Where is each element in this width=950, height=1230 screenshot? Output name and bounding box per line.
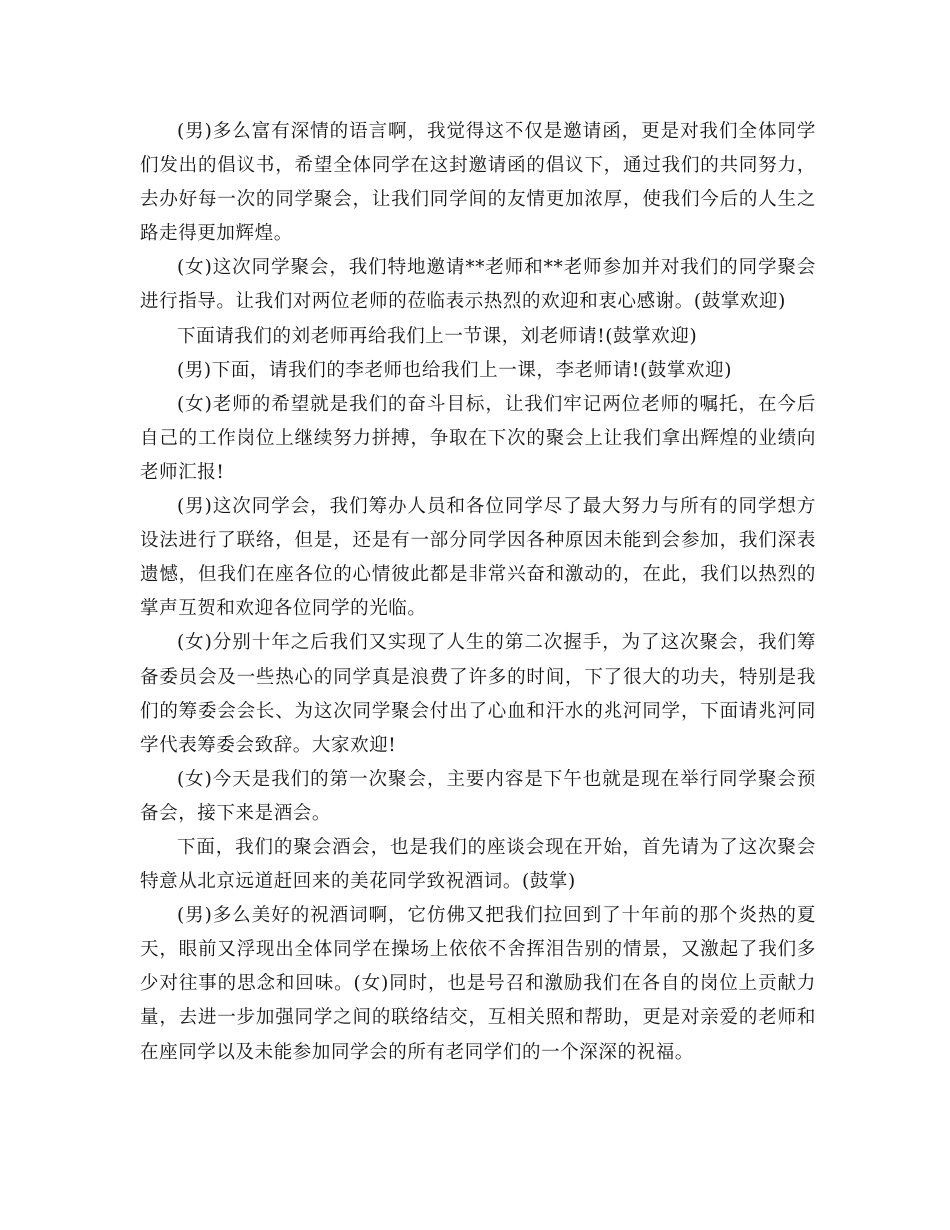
paragraph: (男)多么美好的祝酒词啊，它仿佛又把我们拉回到了十年前的那个炎热的夏天，眼前又浮现出全体同学在操场上依依不舍挥泪告别的情景，又激起了我们多少对往事的思念和回味。(女)同时，也是号召和激励我们在各自的岗位上贡献力量，去进一步加强同学之间的联络结交，互相关照和帮助，更是对亲爱的老师和在座同学以及未能参加同学会的所有老同学们的一个深深的祝福。 <box>140 905 816 1063</box>
paragraph: (男)多么富有深情的语言啊，我觉得这不仅是邀请函，更是对我们全体同学们发出的倡议书，希望全体同学在这封邀请函的倡议下，通过我们的共同努力，去办好每一次的同学聚会，让我们同学间的友情更加浓厚，使我们今后的人生之路走得更加辉煌。 <box>140 121 816 245</box>
paragraph: (女)分别十年之后我们又实现了人生的第二次握手，为了这次聚会，我们筹备委员会及一些热心的同学真是浪费了许多的时间，下了很大的功夫，特别是我们的筹委会会长、为这次同学聚会付出了心血和汗水的兆河同学，下面请兆河同学代表筹委会致辞。大家欢迎! <box>140 632 816 756</box>
paragraph: (男)这次同学会，我们筹办人员和各位同学尽了最大努力与所有的同学想方设法进行了联络，但是，还是有一部分同学因各种原因未能到会参加，我们深表遗憾，但我们在座各位的心情彼此都是非常兴奋和激动的，在此，我们以热烈的掌声互贺和欢迎各位同学的光临。 <box>140 496 816 620</box>
paragraph: (男)下面，请我们的李老师也给我们上一课，李老师请!(鼓掌欢迎) <box>177 359 733 381</box>
paragraph: 下面请我们的刘老师再给我们上一节课，刘老师请!(鼓掌欢迎) <box>177 325 698 347</box>
paragraph: 下面，我们的聚会酒会，也是我们的座谈会现在开始，首先请为了这次聚会特意从北京远道赶回来的美花同学致祝酒词。(鼓掌) <box>140 836 816 893</box>
document-body <box>140 115 816 1070</box>
paragraph: (女)老师的希望就是我们的奋斗目标，让我们牢记两位老师的嘱托，在今后自己的工作岗位上继续努力拼搏，争取在下次的聚会上让我们拿出辉煌的业绩向老师汇报! <box>140 393 816 483</box>
paragraph: (女)今天是我们的第一次聚会，主要内容是下午也就是现在举行同学聚会预备会，接下来是酒会。 <box>140 768 816 824</box>
paragraph: (女)这次同学聚会，我们特地邀请**老师和**老师参加并对我们的同学聚会进行指导。让我们对两位老师的莅临表示热烈的欢迎和衷心感谢。(鼓掌欢迎) <box>140 257 816 313</box>
